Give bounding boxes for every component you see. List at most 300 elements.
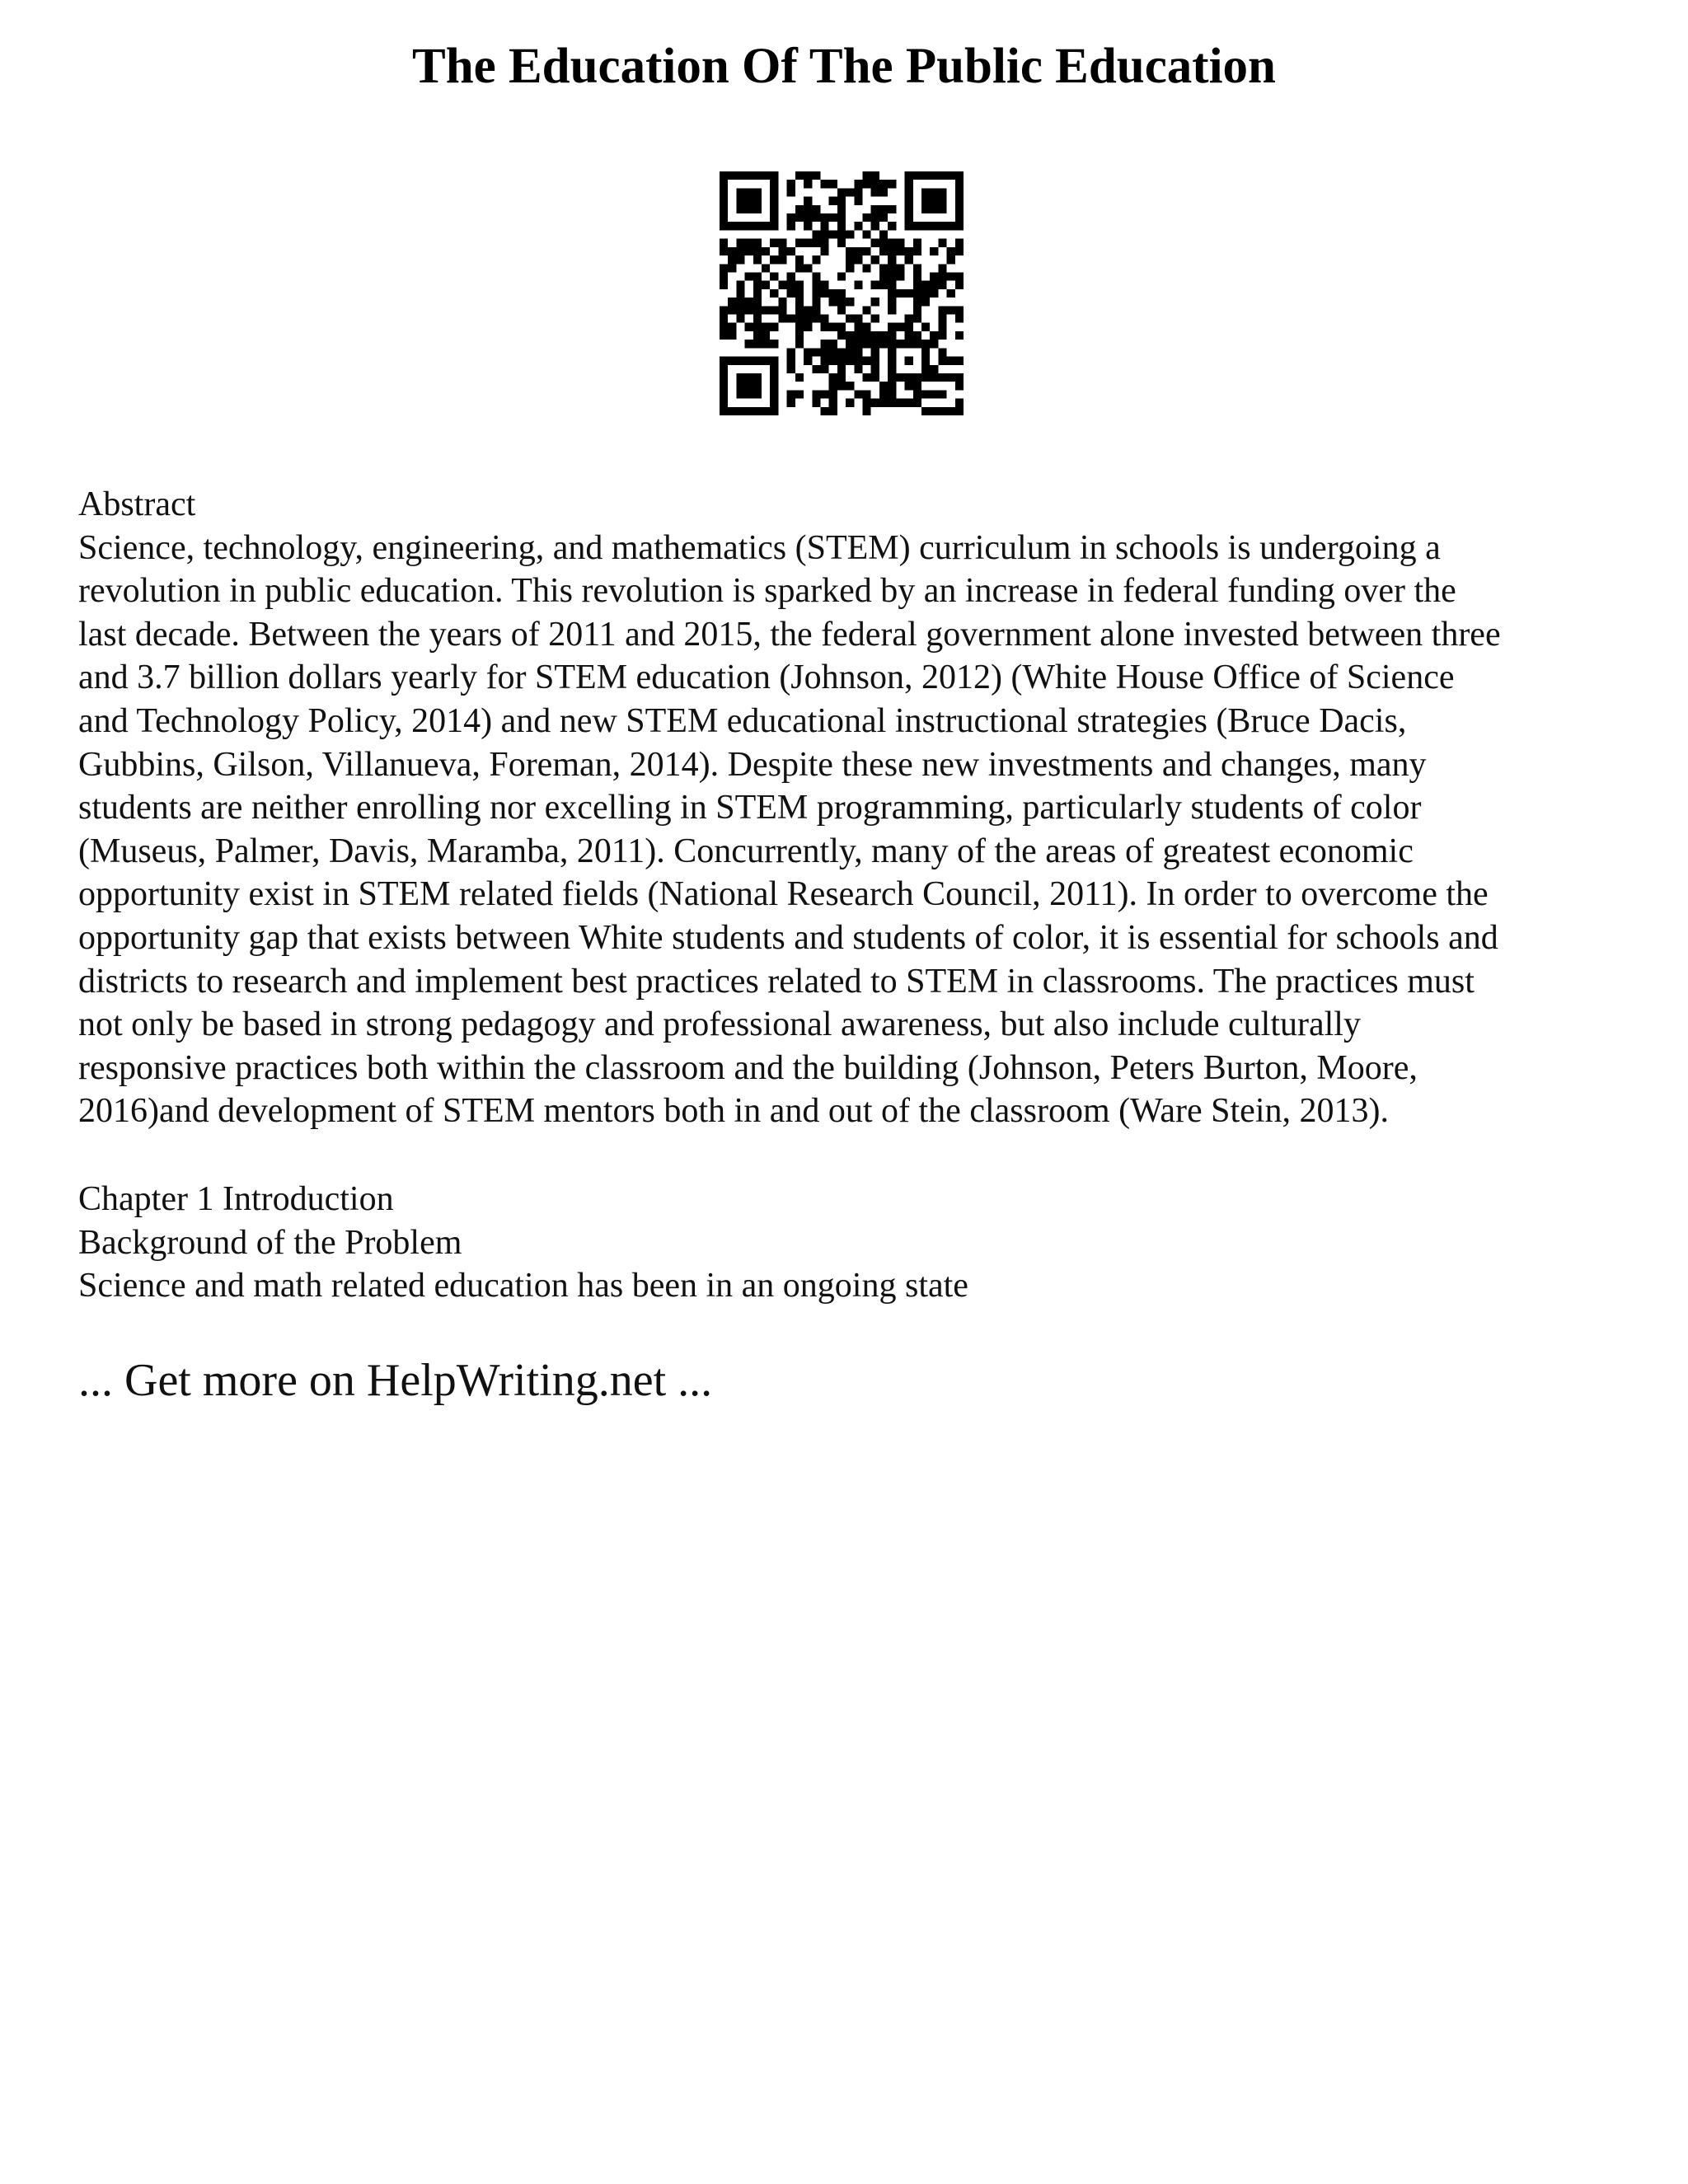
qr-module [871,357,879,365]
qr-module [938,357,946,365]
qr-module [753,340,762,348]
qr-module [913,373,921,382]
qr-module [770,239,778,247]
qr-module [854,331,862,340]
qr-module [947,407,955,415]
qr-module [820,222,828,230]
qr-module [770,222,778,230]
qr-module [888,357,896,365]
qr-module [720,239,728,247]
qr-module [846,340,854,348]
qr-module [854,247,862,255]
qr-module [921,298,930,306]
qr-module [778,315,786,323]
qr-module [955,331,964,340]
qr-module [854,255,862,264]
qr-module [770,180,778,188]
qr-module [837,188,846,196]
qr-module [930,197,938,205]
qr-module [795,306,804,314]
qr-module [728,357,736,365]
qr-module [728,331,736,340]
qr-module [745,171,753,180]
qr-module [820,390,828,398]
qr-module [955,188,964,196]
qr-module [955,306,964,314]
qr-module [720,331,728,340]
qr-module [736,298,744,306]
qr-module [745,382,753,390]
qr-module [854,365,862,373]
qr-module [820,239,828,247]
qr-module [921,407,930,415]
qr-module [846,264,854,272]
qr-module [829,357,837,365]
qr-module [888,390,896,398]
qr-module [795,331,804,340]
qr-module [905,331,913,340]
qr-module [879,239,888,247]
qr-module [871,340,879,348]
qr-module [879,213,888,222]
qr-module [745,357,753,365]
qr-module [938,272,946,280]
qr-module [745,205,753,213]
qr-module [795,315,804,323]
qr-module [762,264,770,272]
qr-module [888,340,896,348]
qr-module [871,222,879,230]
qr-module [812,272,820,280]
qr-module [770,390,778,398]
qr-module [913,264,921,272]
qr-module [820,289,828,298]
qr-module [871,348,879,356]
chapter-body: Science and math related education has been in an ongoing state [78,1267,968,1305]
qr-module [863,213,871,222]
chapter-heading: Chapter 1 Introduction [78,1180,394,1218]
qr-module [896,239,904,247]
qr-module [720,357,728,365]
qr-module [787,281,795,289]
qr-module [896,373,904,382]
background-heading: Background of the Problem [78,1223,462,1262]
qr-module [846,382,854,390]
qr-module [720,315,728,323]
qr-module [888,239,896,247]
qr-module [863,399,871,407]
qr-module [871,213,879,222]
qr-module [804,180,812,188]
qr-module [905,357,913,365]
qr-module [770,171,778,180]
qr-module [795,323,804,331]
qr-module [905,180,913,188]
qr-module [955,315,964,323]
qr-module [837,213,846,222]
qr-module [930,247,938,255]
qr-module [770,340,778,348]
qr-module [896,340,904,348]
qr-module [770,323,778,331]
qr-module [854,340,862,348]
qr-module [879,399,888,407]
qr-module [720,171,728,180]
qr-module [736,289,744,298]
qr-module [888,365,896,373]
qr-module [930,331,938,340]
qr-module [854,315,862,323]
qr-module [888,247,896,255]
qr-module [879,205,888,213]
qr-module [720,247,728,255]
qr-module [762,171,770,180]
qr-module [812,306,820,314]
qr-module [863,357,871,365]
qr-module [938,407,946,415]
qr-module [753,306,762,314]
qr-module [888,180,896,188]
qr-module [812,390,820,398]
qr-module [879,281,888,289]
qr-module [837,373,846,382]
qr-module [745,247,753,255]
qr-module [728,306,736,314]
qr-module [770,272,778,280]
qr-module [720,222,728,230]
qr-module [736,382,744,390]
qr-module [720,213,728,222]
qr-module [736,390,744,398]
qr-module [745,390,753,398]
qr-module [863,247,871,255]
qr-module [837,331,846,340]
qr-module [888,281,896,289]
qr-module [812,289,820,298]
qr-module [753,281,762,289]
qr-module [745,272,753,280]
qr-module [787,213,795,222]
qr-module [846,247,854,255]
qr-module [913,239,921,247]
qr-module [871,180,879,188]
qr-module [804,205,812,213]
qr-module [812,281,820,289]
qr-module [930,365,938,373]
qr-module [820,340,828,348]
qr-module [947,373,955,382]
qr-module [896,289,904,298]
qr-module [905,213,913,222]
qr-module [846,357,854,365]
qr-module [879,340,888,348]
qr-module [837,323,846,331]
qr-module [888,222,896,230]
qr-module [871,373,879,382]
qr-module [871,298,879,306]
qr-module [787,272,795,280]
qr-module [854,197,862,205]
qr-module [720,264,728,272]
qr-module [871,399,879,407]
qr-module [846,315,854,323]
qr-module [753,315,762,323]
qr-module [896,399,904,407]
qr-module [829,289,837,298]
qr-module [871,315,879,323]
qr-module [804,197,812,205]
qr-module [720,323,728,331]
qr-module [795,213,804,222]
qr-module [795,340,804,348]
qr-module [837,382,846,390]
qr-module [837,197,846,205]
qr-module [720,407,728,415]
qr-module [762,407,770,415]
qr-module [770,306,778,314]
qr-module [804,357,812,365]
qr-module [955,373,964,382]
qr-module [947,247,955,255]
qr-module [837,272,846,280]
qr-module [795,390,804,398]
qr-module [804,171,812,180]
qr-module [762,331,770,340]
qr-module [753,373,762,382]
qr-module [762,222,770,230]
qr-module [837,365,846,373]
qr-module [829,323,837,331]
qr-module [720,197,728,205]
qr-module [863,323,871,331]
qr-module [820,247,828,255]
qr-module [770,188,778,196]
qr-module [938,315,946,323]
qr-module [938,197,946,205]
qr-module [955,171,964,180]
qr-module [938,264,946,272]
qr-module [846,331,854,340]
document-title: The Education Of The Public Education [412,39,1276,94]
qr-module [745,298,753,306]
qr-module [736,281,744,289]
qr-module [762,323,770,331]
qr-module [955,399,964,407]
qr-module [863,331,871,340]
qr-module [820,323,828,331]
qr-module [795,171,804,180]
qr-module [745,222,753,230]
qr-module [787,247,795,255]
qr-module [770,357,778,365]
qr-module [938,222,946,230]
qr-module [787,222,795,230]
abstract-heading: Abstract [78,485,196,523]
qr-module [863,264,871,272]
qr-module [921,205,930,213]
qr-module [762,281,770,289]
qr-module [938,306,946,314]
qr-module [888,348,896,356]
qr-module [829,197,837,205]
qr-module [947,289,955,298]
qr-module [913,272,921,280]
qr-module [921,390,930,398]
qr-module [720,365,728,373]
qr-module [955,205,964,213]
qr-module [812,171,820,180]
qr-module [905,188,913,196]
qr-module [778,239,786,247]
qr-module [913,281,921,289]
qr-module [720,382,728,390]
qr-module [905,315,913,323]
qr-module [820,357,828,365]
qr-module [905,289,913,298]
qr-module [812,399,820,407]
qr-module [787,180,795,188]
qr-module [888,289,896,298]
qr-module [787,390,795,398]
qr-module [930,407,938,415]
qr-module [778,281,786,289]
qr-module [913,247,921,255]
qr-module [745,340,753,348]
qr-module [888,298,896,306]
qr-module [938,331,946,340]
qr-module [787,365,795,373]
qr-module [854,390,862,398]
qr-module [863,390,871,398]
qr-module [804,306,812,314]
qr-module [888,399,896,407]
qr-module [888,373,896,382]
qr-module [820,407,828,415]
qr-module [947,272,955,280]
qr-module [837,205,846,213]
get-more-link[interactable]: ... Get more on HelpWriting.net ... [78,1355,713,1406]
qr-module [829,348,837,356]
qr-module [753,239,762,247]
qr-module [913,331,921,340]
qr-module [753,331,762,340]
qr-module [921,348,930,356]
qr-module [854,281,862,289]
qr-module [913,306,921,314]
qr-module [736,239,744,247]
qr-module [820,348,828,356]
qr-module [720,306,728,314]
qr-module [955,247,964,255]
qr-module [736,205,744,213]
qr-module [812,213,820,222]
qr-module [913,382,921,390]
qr-module [795,239,804,247]
qr-module [955,407,964,415]
qr-module [955,197,964,205]
qr-module [753,255,762,264]
qr-module [888,323,896,331]
qr-module [921,281,930,289]
qr-module [896,272,904,280]
qr-module [955,272,964,280]
qr-module [921,357,930,365]
qr-module [846,348,854,356]
qr-module [921,171,930,180]
qr-module [753,298,762,306]
qr-module [778,306,786,314]
qr-module [837,230,846,238]
qr-module [736,188,744,196]
qr-module [820,213,828,222]
qr-module [795,289,804,298]
qr-module [804,239,812,247]
qr-module [896,323,904,331]
qr-module [921,222,930,230]
qr-module [787,315,795,323]
abstract-body: Science, technology, engineering, and mathematics (STEM) curriculum in schools is undergoing a revolution in public education. This revolution is sparked by an increase in federal funding over the last decade. Between the years of 2011 and 2015, the federal government alone invested between three and 3.7 billion dollars yearly for STEM education (Johnson, 2012) (White House Office of Science and Technology Policy, 2014) and new STEM educational instructional strategies (Bruce Dacis, Gubbins, Gilson, Villanueva, Foreman, 2014). Despite these new investments and changes, many students are neither enrolling nor excelling in STEM programming, particularly students of color (Museus, Palmer, Davis, Maramba, 2011). Concurrently, many of the areas of greatest economic opportunity exist in STEM related fields (National Research Council, 2011). In order to overcome the opportunity gap that exists between White students and students of color, it is essential for schools and districts to research and implement best practices related to STEM in classrooms. The practices must not only be based in strong pedagogy and professional awareness, but also include culturally responsive practices both within the classroom and the building (Johnson, Peters Burton, Moore, 2016)and development of STEM mentors both in and out of the classroom (Ware Stein, 2013). [78,528,1501,1131]
qr-module [762,247,770,255]
qr-module [770,205,778,213]
qr-module [905,205,913,213]
qr-module [804,348,812,356]
qr-module [888,306,896,314]
qr-module [753,272,762,280]
qr-module [863,373,871,382]
qr-module [905,222,913,230]
qr-module [854,323,862,331]
qr-module [930,340,938,348]
qr-module [938,188,946,196]
qr-module [913,315,921,323]
qr-module [728,264,736,272]
qr-module [888,331,896,340]
qr-module [905,399,913,407]
qr-module [770,255,778,264]
qr-module [812,205,820,213]
qr-module [736,255,744,264]
qr-module [888,272,896,280]
qr-module [871,171,879,180]
qr-module [778,255,786,264]
qr-module [753,222,762,230]
qr-module [812,298,820,306]
qr-module [753,357,762,365]
qr-module [812,230,820,238]
qr-module [888,382,896,390]
qr-module [930,289,938,298]
qr-module [829,399,837,407]
qr-module [812,348,820,356]
qr-module [905,373,913,382]
qr-module [720,390,728,398]
qr-module [787,289,795,298]
qr-module [871,255,879,264]
qr-module [770,213,778,222]
qr-module [938,205,946,213]
qr-module [905,323,913,331]
qr-module [736,357,744,365]
qr-module [879,331,888,340]
qr-module [913,222,921,230]
qr-module [837,298,846,306]
qr-module [762,340,770,348]
qr-module [888,205,896,213]
qr-module [863,171,871,180]
qr-module [820,365,828,373]
qr-module [829,390,837,398]
qr-module [753,382,762,390]
